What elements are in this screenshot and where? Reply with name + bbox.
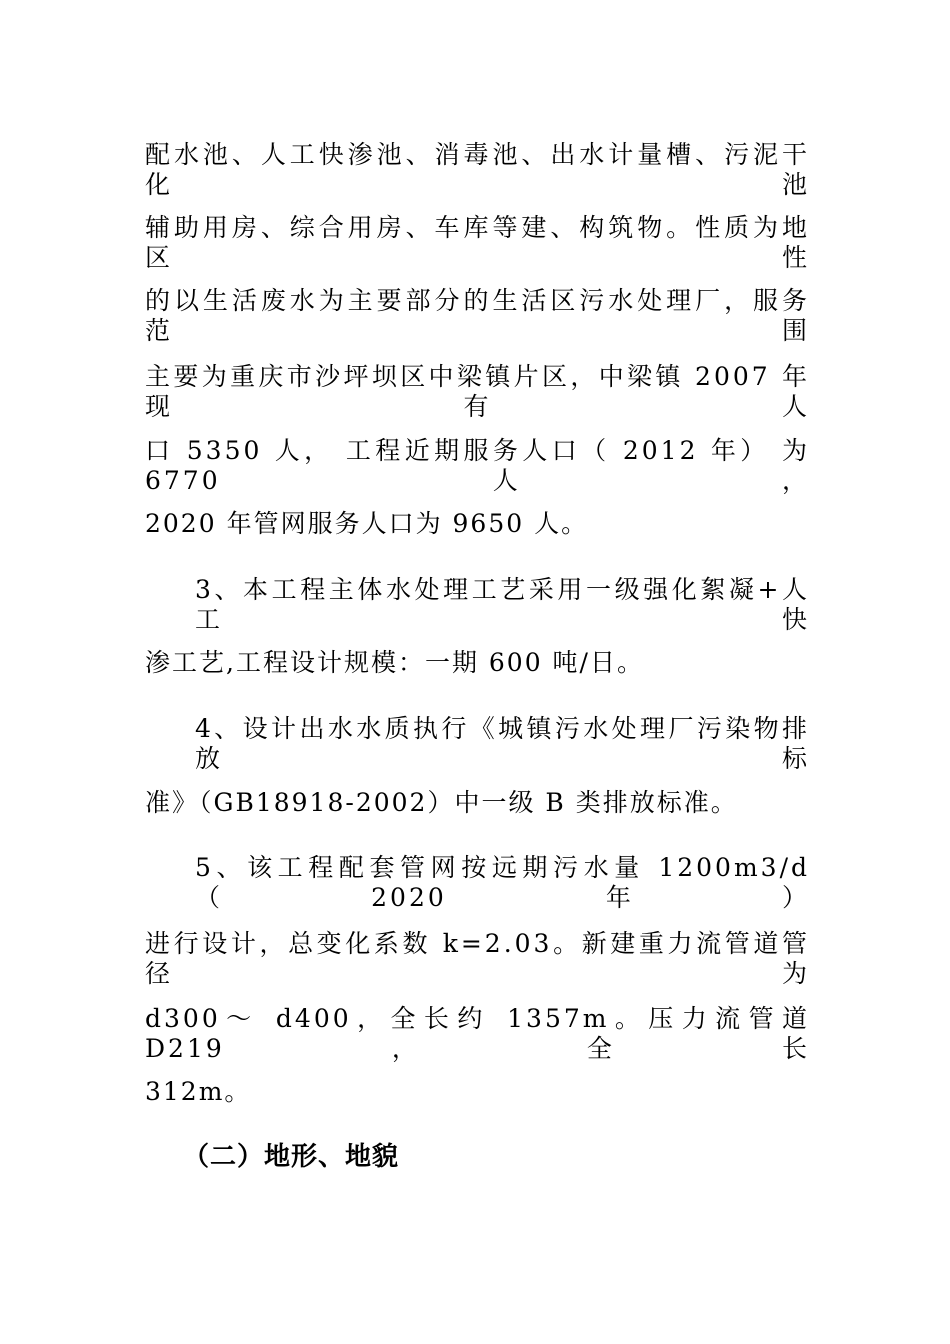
text-line: 3、本工程主体水处理工艺采用一级强化絮凝+人工快 (195, 575, 810, 634)
text-line: 312m。 (145, 1077, 252, 1106)
text-line: 口 5350 人， 工程近期服务人口（ 2012 年） 为 6770 人， (145, 436, 810, 495)
section-heading: （二）地形、地貌 (183, 1142, 400, 1172)
text-line: 准》（GB18918-2002）中一级 B 类排放标准。 (145, 788, 738, 817)
text-line: 4、设计出水水质执行《城镇污水处理厂污染物排放标 (195, 714, 810, 773)
text-line: 渗工艺,工程设计规模：一期 600 吨/日。 (145, 648, 644, 677)
text-line: 辅助用房、综合用房、车库等建、构筑物。性质为地区性 (145, 213, 810, 272)
text-line: 配水池、人工快渗池、消毒池、出水计量槽、污泥干化池 (145, 140, 810, 199)
text-line: d300～ d400，全长约 1357m。压力流管道 D219，全长 (145, 1004, 810, 1063)
text-line: 的以生活废水为主要部分的生活区污水处理厂，服务范围 (145, 286, 810, 345)
text-line: 5、该工程配套管网按远期污水量 1200m3/d（2020 年） (195, 853, 810, 912)
text-line: 进行设计，总变化系数 k=2.03。新建重力流管道管径为 (145, 929, 810, 988)
text-line: 主要为重庆市沙坪坝区中梁镇片区，中梁镇 2007 年现有人 (145, 362, 810, 421)
text-line: 2020 年管网服务人口为 9650 人。 (145, 509, 589, 538)
